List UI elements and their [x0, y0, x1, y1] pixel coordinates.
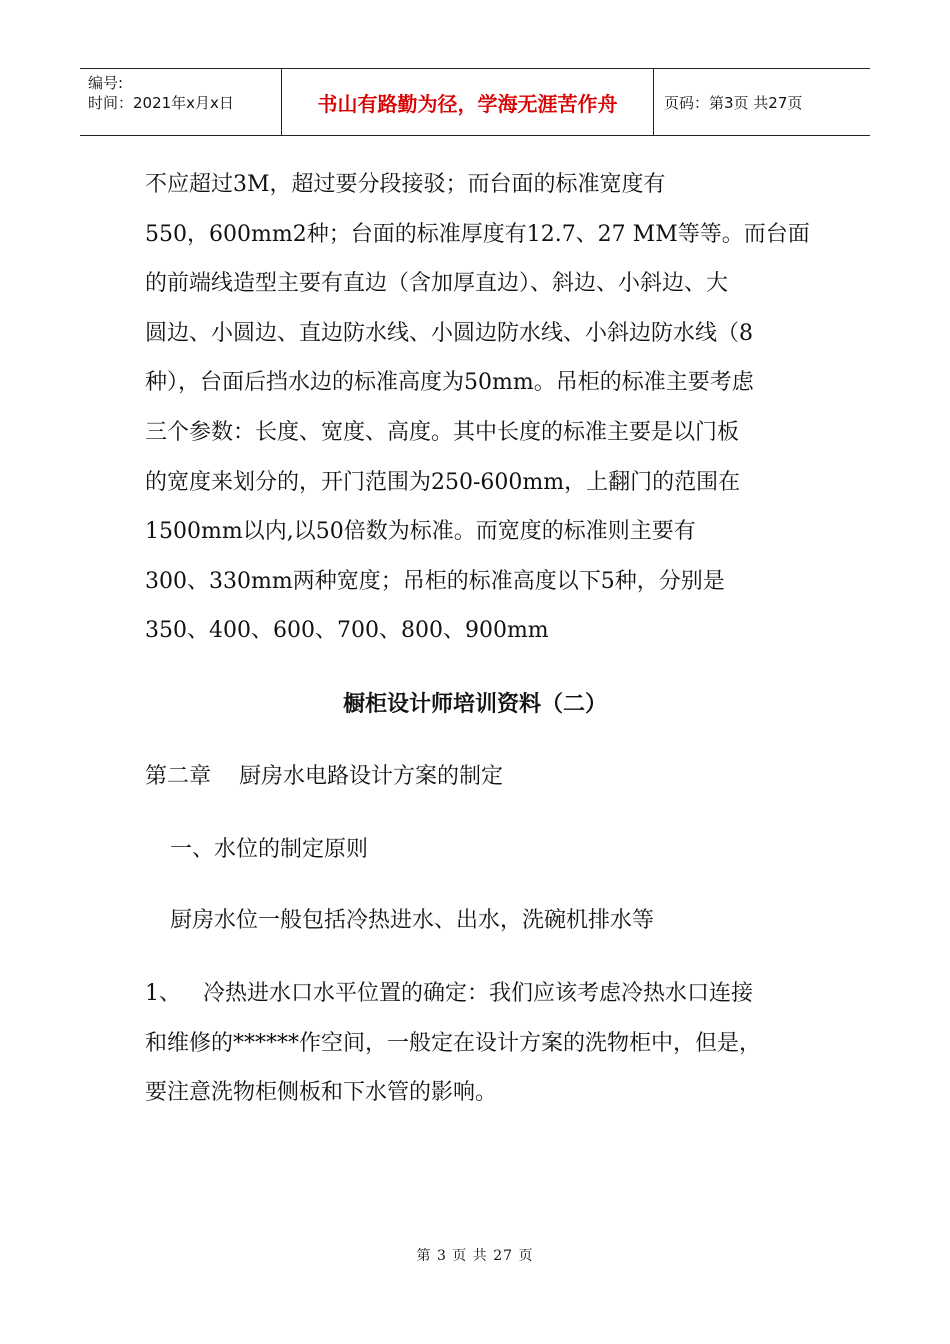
item-line: 和维修的******作空间，一般定在设计方案的洗物柜中，但是，: [145, 1030, 762, 1056]
header-page-info: 页码：第3页 共27页: [664, 93, 803, 112]
body-line: 圆边、小圆边、直边防水线、小圆边防水线、小斜边防水线（8: [145, 320, 753, 346]
body-line: 的宽度来划分的，开门范围为250-600mm，上翻门的范围在: [145, 469, 741, 495]
intro-text: 厨房水位一般包括冷热进水、出水，洗碗机排水等: [170, 908, 655, 933]
header-motto: 书山有路勤为径，学海无涯苦作舟: [282, 69, 654, 135]
page-header: [80, 68, 870, 136]
time-label: 时间：2021年x月x日: [88, 94, 234, 112]
body-paragraph: [145, 160, 810, 656]
body-line: 不应超过3M，超过要分段接驳；而台面的标准宽度有: [145, 172, 666, 197]
list-item-1: [145, 969, 810, 1118]
page-footer: 第 3 页 共 27 页: [416, 1248, 534, 1264]
body-line: 350、400、600、700、800、900mm: [145, 618, 549, 644]
item-line: 要注意洗物柜侧板和下水管的影响。: [145, 1080, 498, 1106]
body-line: 的前端线造型主要有直边（含加厚直边）、斜边、小斜边、大: [145, 271, 729, 297]
body-line: 1500mm以内,以50倍数为标准。而宽度的标准则主要有: [145, 519, 696, 545]
body-line: 三个参数：长度、宽度、高度。其中长度的标准主要是以门板: [145, 419, 740, 445]
number-label: 编号:: [88, 74, 124, 92]
subsection-heading: [170, 825, 835, 875]
body-line: 550，600mm2种；台面的标准厚度有12.7、27 MM等等。而台面: [145, 221, 810, 247]
header-meta: [80, 69, 282, 135]
item-first-line: [145, 969, 810, 1019]
chapter-heading: [145, 752, 810, 802]
item-number: 1、: [145, 981, 181, 1006]
body-line: 300、330mm两种宽度；吊柜的标准高度以下5种，分别是: [145, 568, 725, 594]
subsection-title: 一、水位的制定原则: [170, 837, 369, 862]
intro-paragraph: [170, 896, 835, 946]
section-title: 橱柜设计师培训资料（二）: [342, 691, 607, 717]
body-line: 种），台面后挡水边的标准高度为50mm。吊柜的标准主要考虑: [145, 370, 754, 396]
chapter-title: 第二章 厨房水电路设计方案的制定: [145, 764, 503, 789]
item-line: 冷热进水口水平位置的确定：我们应该考虑冷热水口连接: [203, 981, 754, 1006]
